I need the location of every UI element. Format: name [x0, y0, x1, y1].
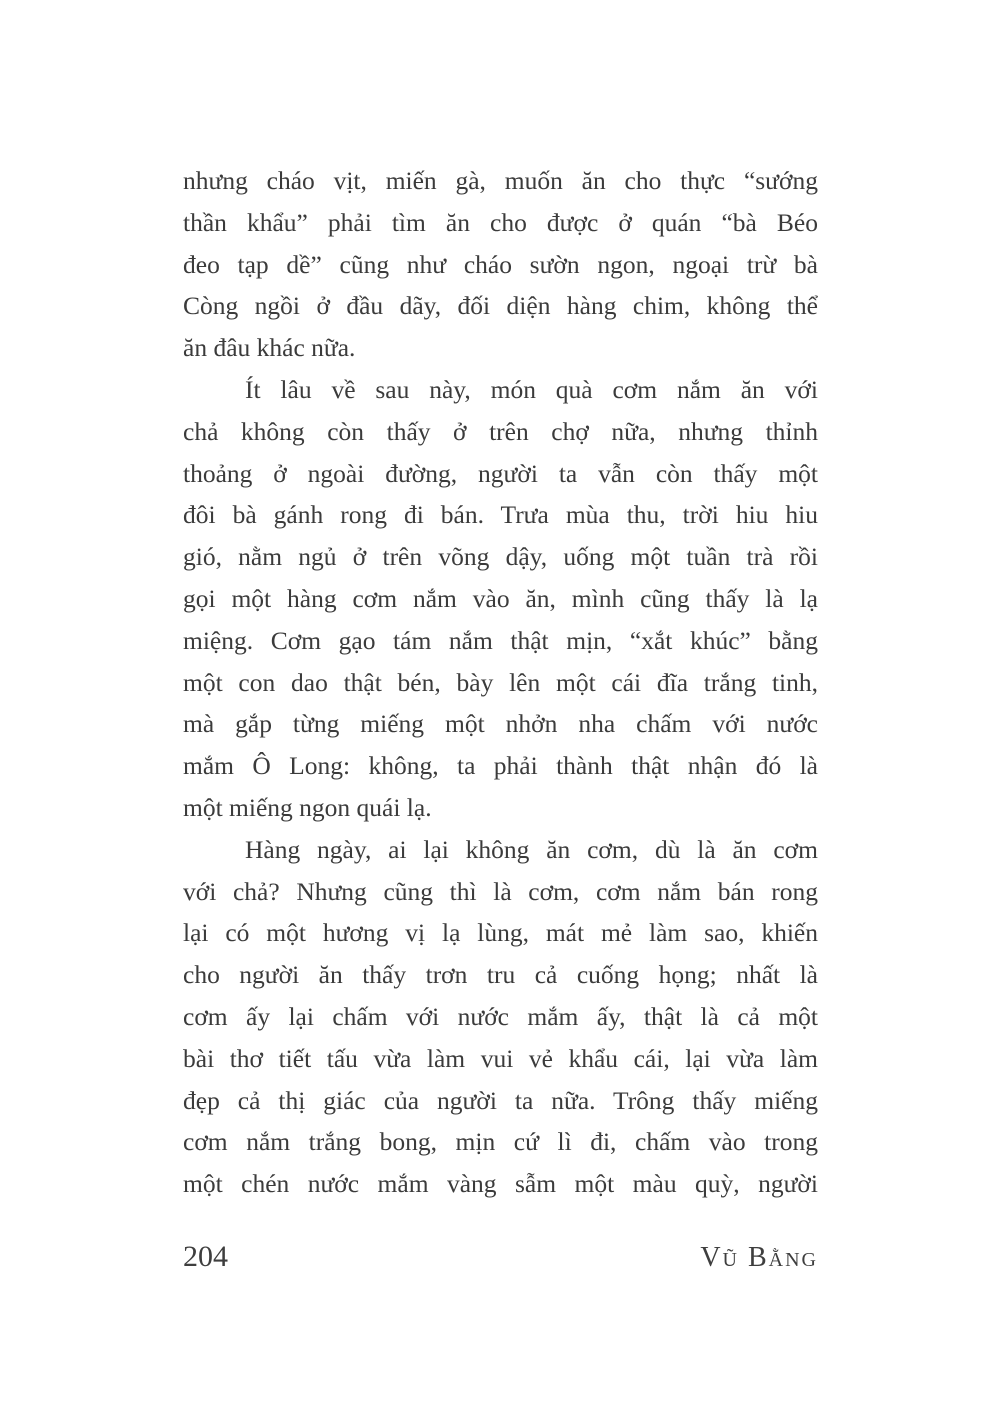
- page-footer: [183, 1240, 818, 1275]
- text-line: một chén nước mắm vàng sẫm một màu quỳ, người: [183, 1169, 818, 1199]
- paragraph: [183, 829, 818, 1205]
- paragraph: [183, 369, 818, 829]
- text-line: mắm Ô Long: không, ta phải thành thật nhận đó là: [183, 751, 818, 781]
- text-line: mà gắp từng miếng một nhởn nha chấm với nước: [183, 709, 818, 739]
- text-line: Ít lâu về sau này, món quà cơm nắm ăn với: [245, 374, 818, 404]
- text-line: ăn đâu khác nữa.: [183, 333, 356, 363]
- text-line: gió, nằm ngủ ở trên võng dậy, uống một tuần trà rồi: [183, 542, 818, 572]
- paragraph: [183, 160, 818, 369]
- text-line: gọi một hàng cơm nắm vào ăn, mình cũng thấy là lạ: [183, 583, 818, 613]
- text-line: Hàng ngày, ai lại không ăn cơm, dù là ăn cơm: [245, 834, 818, 864]
- text-line: nhưng cháo vịt, miến gà, muốn ăn cho thực “sướng: [183, 166, 818, 195]
- text-line: đôi bà gánh rong đi bán. Trưa mùa thu, trời hiu hiu: [183, 500, 818, 530]
- text-line: thoảng ở ngoài đường, người ta vẫn còn thấy một: [183, 458, 818, 488]
- text-line: bài thơ tiết tấu vừa làm vui vẻ khẩu cái, lại vừa làm: [183, 1043, 818, 1073]
- text-line: Còng ngồi ở đầu dãy, đối diện hàng chim, không thể: [183, 291, 818, 321]
- text-line: thần khẩu” phải tìm ăn cho được ở quán “bà Béo: [183, 207, 818, 237]
- text-line: miệng. Cơm gạo tám nắm thật mịn, “xắt khúc” bằng: [183, 625, 818, 655]
- text-line: một miếng ngon quái lạ.: [183, 792, 432, 822]
- text-line: đeo tạp dề” cũng như cháo sườn ngon, ngoại trừ bà: [183, 249, 818, 279]
- text-line: cơm ấy lại chấm với nước mắm ấy, thật là cả một: [183, 1001, 818, 1031]
- text-line: cơm nắm trắng bong, mịn cứ lì đi, chấm vào trong: [183, 1127, 818, 1157]
- text-line: với chả? Nhưng cũng thì là cơm, cơm nắm bán rong: [183, 876, 818, 906]
- text-line: cho người ăn thấy trơn tru cả cuống họng; nhất là: [183, 960, 818, 990]
- text-line: chả không còn thấy ở trên chợ nữa, nhưng thỉnh: [183, 416, 818, 446]
- body-text: [183, 160, 818, 1205]
- text-line: một con dao thật bén, bày lên một cái đĩa trắng tinh,: [183, 667, 818, 697]
- text-line: lại có một hương vị lạ lùng, mát mẻ làm sao, khiến: [183, 918, 818, 948]
- page-number: 204: [183, 1240, 228, 1273]
- running-header-author: Vũ Bằng: [700, 1242, 818, 1273]
- text-line: đẹp cả thị giác của người ta nữa. Trông thấy miếng: [183, 1085, 818, 1115]
